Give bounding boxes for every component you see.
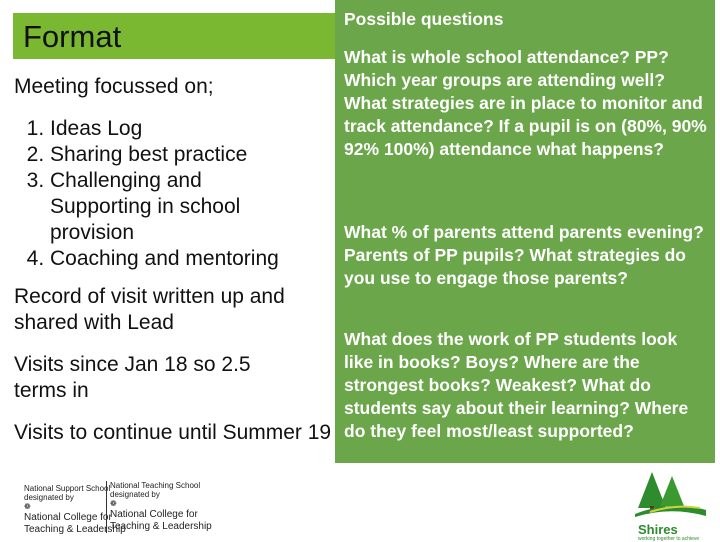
title-bar: [13, 13, 336, 59]
crest-icon: ❁: [24, 502, 31, 511]
logo-text: Teaching & Leadership: [24, 524, 126, 535]
logo-text: National College for: [24, 512, 112, 523]
question-block: What does the work of PP students look like in books? Boys? Where are the strongest books? Weakest? What do students say about their learning? Where do they feel most/least supported?: [344, 329, 689, 441]
nts-logo: [106, 481, 212, 533]
visits-since-text: Visits since Jan 18 so 2.5 terms in: [14, 353, 251, 402]
logo-text: designated by: [110, 490, 160, 499]
question-block: What is whole school attendance? PP? Which year groups are attending well? What strategies are in place to monitor and track attendance? If a pupil is on (80%, 90% 92% 100%) attendance what happens?: [344, 47, 707, 159]
intro-text: Meeting focussed on;: [14, 75, 214, 98]
logo-text: National Support School: [24, 484, 111, 493]
logo-text: designated by: [24, 493, 74, 502]
format-content: [14, 74, 344, 462]
list-item: 2. Sharing best practice: [50, 142, 344, 168]
logo-text: Teaching & Leadership: [110, 521, 212, 532]
question-block: What % of parents attend parents evening? Parents of PP pupils? What strategies do you use to engage those parents?: [344, 222, 704, 288]
list-item: 1. Ideas Log: [50, 116, 344, 142]
continue-text: Visits to continue until Summer 19: [14, 421, 332, 444]
questions-heading: Possible questions: [344, 9, 504, 29]
shires-tagline: working together to achieve: [638, 536, 700, 542]
focus-list: [14, 116, 344, 272]
page-title: Format: [23, 19, 122, 54]
logo-text: National College for: [110, 509, 198, 520]
shires-name: Shires: [638, 522, 678, 537]
questions-panel: [335, 0, 715, 463]
list-item: 4. Coaching and mentoring: [50, 246, 344, 272]
shires-logo: [630, 470, 710, 542]
crest-icon: ❁: [110, 499, 117, 508]
trees-icon: [630, 470, 710, 518]
record-text: Record of visit written up and shared with Lead: [14, 285, 285, 334]
logo-text: National Teaching School: [110, 481, 201, 490]
list-item: 3. Challenging and Supporting in school provision: [50, 168, 280, 246]
